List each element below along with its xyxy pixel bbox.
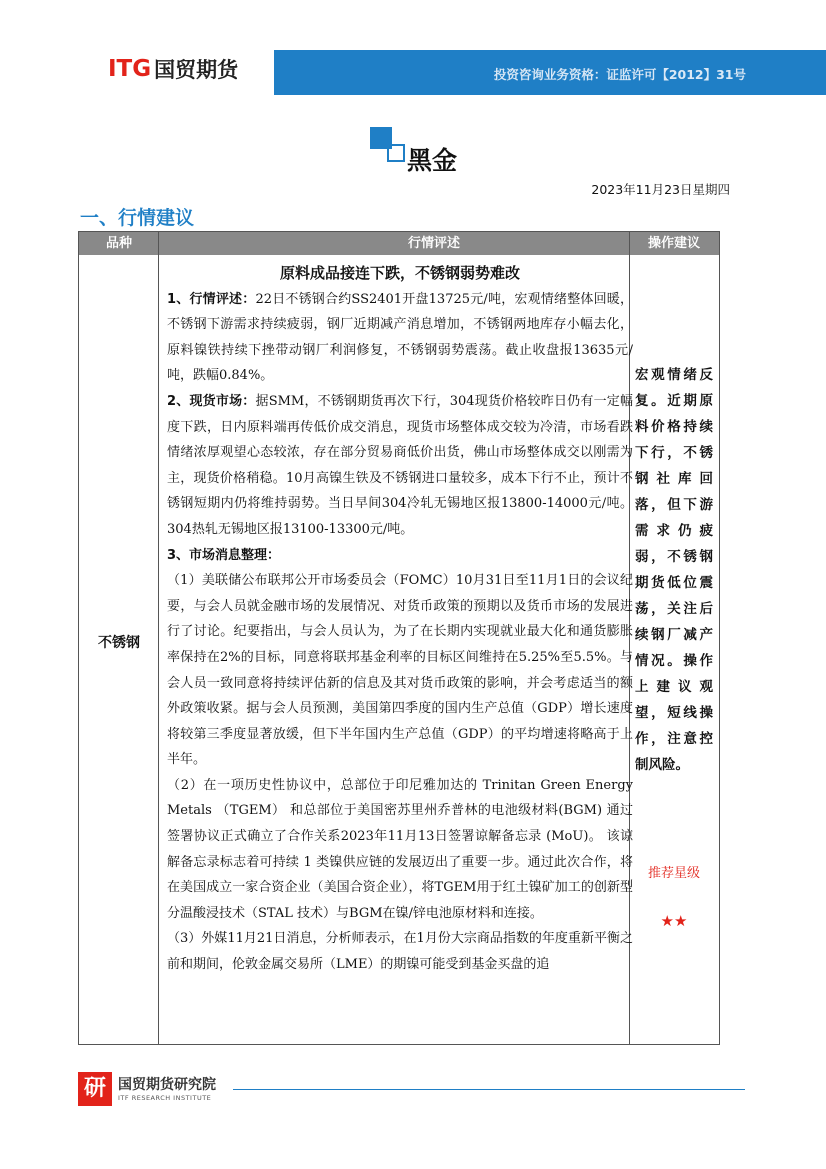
header-commentary: 行情评述 — [407, 236, 460, 251]
footer-name-cn: 国贸期货研究院 — [118, 1077, 216, 1093]
commentary-headline: 原料成品接连下跌，不锈钢弱势难改 — [279, 264, 520, 282]
paragraph — [167, 543, 633, 569]
table-header — [79, 232, 719, 255]
report-title — [370, 127, 470, 177]
paragraph — [167, 389, 633, 543]
license-text: 投资咨询业务资格：证监许可【2012】31号 — [493, 67, 746, 82]
paragraph-lead: 2、现货市场： — [167, 393, 256, 409]
logo-itg-text: ITG — [108, 56, 152, 82]
advice-cell: 宏观情绪反复。近期原料价格持续下行，不锈钢社库回落，但下游需求仍疲弱，不锈钢期货低位震荡，关注后续钢厂减产情况。操作上建议观望，短线操作，注意控制风险。 — [635, 367, 713, 773]
paragraph-text: （2）在一项历史性协议中，总部位于印尼雅加达的 Trinitan Green Energy Metals （TGEM） 和总部位于美国密苏里州乔普林的电池级材料(BGM) 通过签署协议正式确立了合作关系2023年11月13日签署谅解备忘录 (MoU)。 该谅解备忘录标志着可持续 1 类镍供应链的发展迈出了重要一步。通过此次合作，将在美国成立一家合资企业（美国合资企业），将TGEM用于红土镍矿加工的创新型分温酸浸技术（STAL 技术）与BGM在镍/锌电池原材料和连接。 — [167, 777, 633, 921]
star-rating-label: 推荐星级 — [647, 866, 700, 881]
paragraph-text: 22日不锈钢合约SS2401开盘13725元/吨，宏观情绪整体回暖，不锈钢下游需求持续疲弱，钢厂近期减产消息增加，不锈钢两地库存小幅去化，原料镍铁持续下挫带动钢厂利润修复，不锈钢弱势震荡。截止收盘报13635元/吨，跌幅0.84%。 — [167, 291, 633, 384]
footer-divider — [233, 1089, 745, 1090]
paragraph — [167, 568, 633, 773]
header-advice: 操作建议 — [647, 236, 700, 251]
paragraph-text: 据SMM，不锈钢期货再次下行，304现货价格较昨日仍有一定幅度下跌，日内原料端再传低价成交消息，现货市场整体成交较为冷清，市场看跌情绪浓厚观望心态较浓，存在部分贸易商低价出货，佛山市场整体成交以刚需为主，现货价格稍稳。10月高镍生铁及不锈钢进口量较多，成本下行不止，预计不锈钢短期内仍将维持弱势。当日早间304冷轧无锡地区报13800-14000元/吨。304热轧无锡地区报13100-13300元/吨。 — [167, 393, 634, 537]
paragraph — [167, 773, 633, 927]
report-date: 2023年11月23日星期四 — [591, 182, 730, 197]
variety-cell: 不锈钢 — [98, 635, 140, 651]
footer — [78, 1072, 778, 1112]
paragraph-text: （3）外媒11月21日消息，分析师表示，在1月份大宗商品指数的年度重新平衡之前和期间，伦敦金属交易所（LME）的期镍可能受到基金买盘的追 — [167, 931, 633, 973]
title-text: 黑金 — [407, 146, 458, 175]
research-institute-logo: 研 — [78, 1072, 112, 1106]
star-rating: ★★ — [660, 912, 688, 930]
logo-cn-text: 国贸期货 — [154, 58, 239, 82]
section-title: 一、行情建议 — [80, 207, 195, 229]
title-outline-square-icon — [387, 144, 405, 162]
paragraph-text: （1）美联储公布联邦公开市场委员会（FOMC）10月31日至11月1日的会议纪要，与会人员就金融市场的发展情况、对货币政策的预期以及货币市场的发展进行了讨论。纪要指出，与会人员认为，为了在长期内实现就业最大化和通货膨胀率保持在2%的目标，同意将联邦基金利率的目标区间维持在5.25%至5.5%。与会人员一致同意将持续评估新的信息及其对货币政策的影响，并会考虑适当的额外政策收紧。据与会人员预测，美国第四季度的国内生产总值（GDP）增长速度将较第三季度显著放缓，但下半年国内生产总值（GDP）的平均增速将略高于上半年。 — [167, 573, 633, 768]
footer-name-en: ITF RESEARCH INSTITUTE — [118, 1094, 212, 1102]
recommendation-table — [78, 231, 720, 1045]
paragraph — [167, 926, 633, 977]
paragraph — [167, 287, 633, 389]
commentary-cell — [167, 261, 633, 978]
paragraph-lead: 3、市场消息整理： — [167, 547, 281, 563]
itg-logo — [108, 54, 238, 84]
paragraph-lead: 1、行情评述： — [167, 291, 256, 307]
header-variety: 品种 — [105, 236, 132, 251]
